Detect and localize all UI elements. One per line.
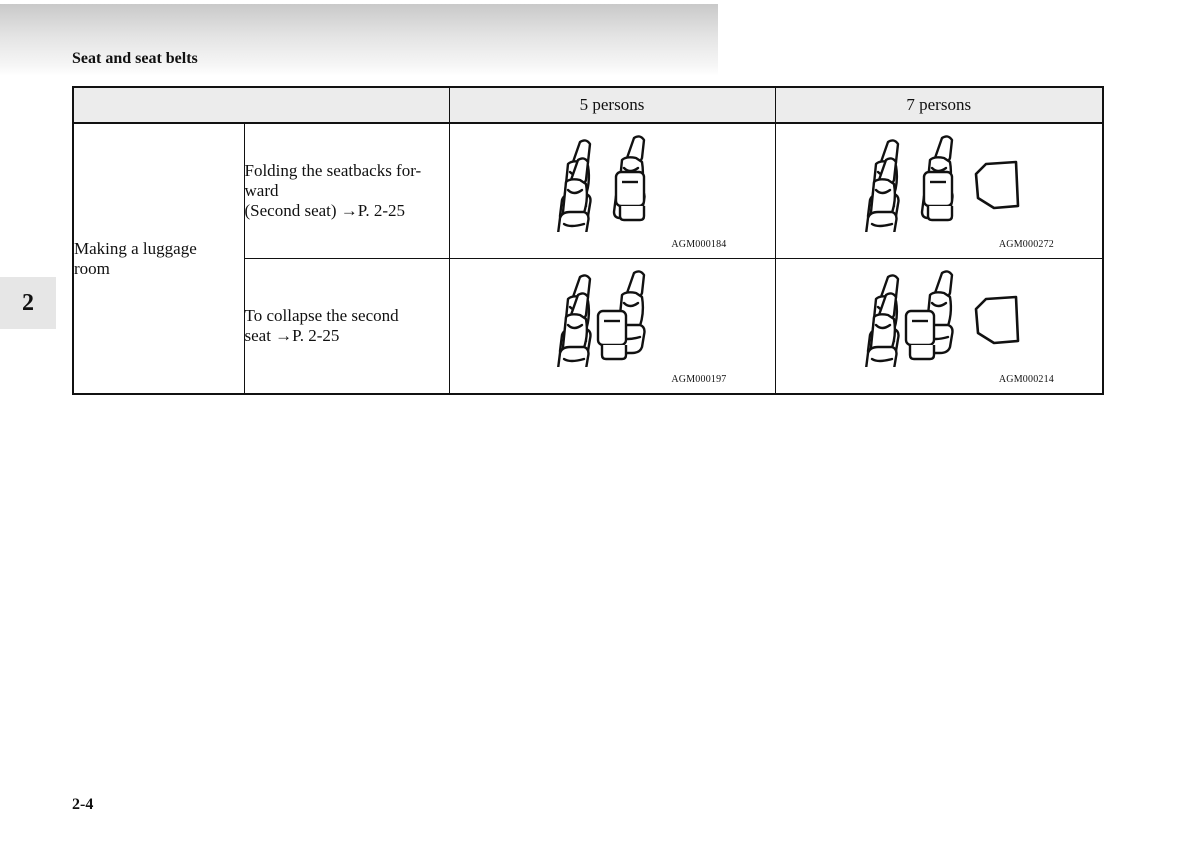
row-group-label (73, 123, 244, 394)
row-group-label-line: Making a luggage (74, 238, 197, 258)
seat-arrangement-table (72, 86, 1104, 395)
figure-cell-5-persons (449, 259, 775, 395)
section-title: Seat and seat belts (72, 50, 198, 67)
page-number: 2-4 (72, 796, 94, 813)
figure-code: AGM000272 (998, 239, 1054, 250)
description-line: Folding the seatbacks for- (244, 161, 422, 180)
description-line: ward (244, 181, 279, 200)
seats-folded-forward-7-persons-icon (854, 132, 1034, 232)
table-row (73, 123, 1103, 259)
description-line: seat →P. 2-25 (244, 326, 340, 345)
figure-cell-5-persons (449, 123, 775, 259)
figure-code: AGM000197 (671, 374, 727, 385)
column-header-5-persons: 5 persons (449, 87, 775, 123)
description-line: To collapse the second (244, 306, 399, 325)
row-description (244, 123, 449, 259)
description-line: (Second seat) →P. 2-25 (244, 201, 406, 220)
second-seat-collapsed-5-persons-icon (546, 267, 676, 367)
seats-folded-forward-5-persons-icon (546, 132, 676, 232)
figure-code: AGM000184 (671, 239, 727, 250)
figure-cell-7-persons (775, 123, 1103, 259)
figure-cell-7-persons (775, 259, 1103, 395)
table-header-row (73, 87, 1103, 123)
column-header-7-persons: 7 persons (775, 87, 1103, 123)
figure-code: AGM000214 (998, 374, 1054, 385)
second-seat-collapsed-7-persons-icon (854, 267, 1034, 367)
column-header-blank (73, 87, 449, 123)
chapter-tab (0, 277, 56, 329)
row-description (244, 259, 449, 395)
row-group-label-line: room (74, 258, 110, 278)
chapter-number: 2 (22, 289, 34, 316)
